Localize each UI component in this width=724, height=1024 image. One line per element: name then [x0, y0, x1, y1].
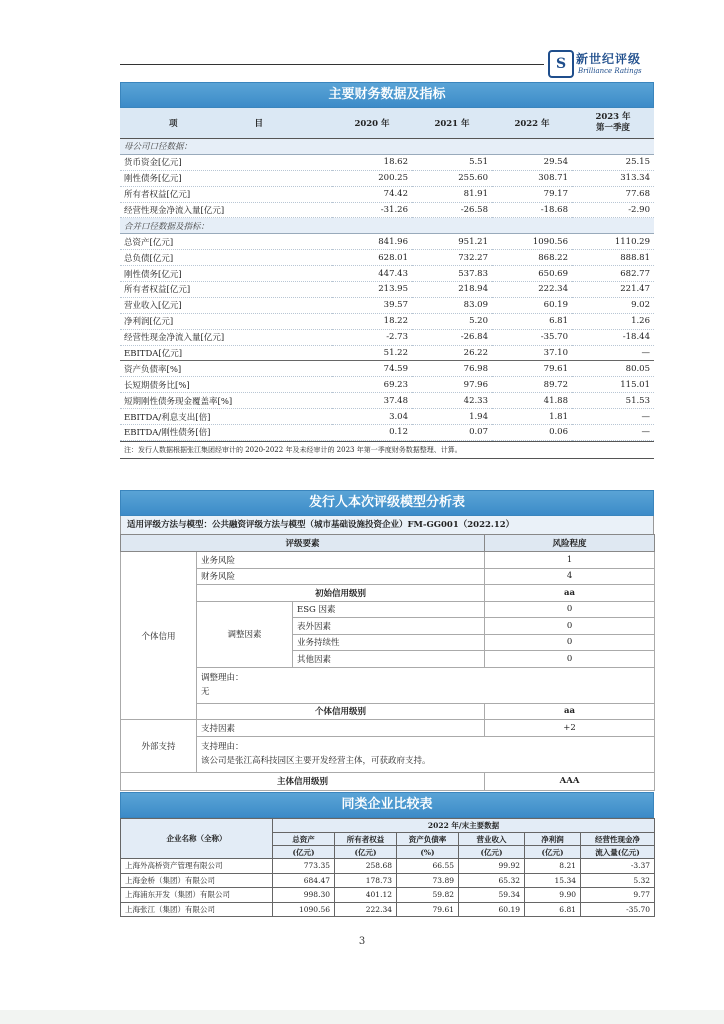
rating-row [121, 736, 655, 772]
rating-row [121, 772, 655, 790]
financial-cell: 951.21 [412, 234, 492, 250]
financial-cell: 69.23 [332, 377, 412, 393]
peer-cell: -3.37 [581, 859, 655, 874]
financial-cell: 37.48 [332, 393, 412, 409]
financial-cell: 80.05 [572, 361, 654, 377]
col-2021: 2021 年 [412, 108, 492, 139]
financial-row-label: 所有者权益[亿元] [120, 186, 332, 202]
support-factor-value: +2 [485, 720, 655, 737]
financial-cell: 5.51 [412, 154, 492, 170]
financial-cell: 682.77 [572, 266, 654, 282]
rating-row [121, 552, 655, 569]
individual-level-value: aa [485, 703, 655, 720]
peer-col-unit: (亿元) [273, 846, 335, 859]
col-item: 项 目 [120, 108, 332, 139]
peer-col-unit: (亿元) [525, 846, 581, 859]
rating-header-row [121, 535, 655, 552]
rating-row [121, 568, 655, 585]
col-2022: 2022 年 [492, 108, 572, 139]
peer-cell: 222.34 [335, 902, 397, 917]
peer-cell: 684.47 [273, 873, 335, 888]
financial-cell: -26.84 [412, 329, 492, 345]
financial-row-label: 营业收入[亿元] [120, 297, 332, 313]
financial-row-label: 货币资金[亿元] [120, 154, 332, 170]
support-factor-label: 支持因素 [197, 720, 485, 737]
financial-row [120, 154, 654, 170]
financial-row [120, 425, 654, 441]
financial-row [120, 282, 654, 298]
individual-credit-label: 个体信用 [121, 552, 197, 720]
peer-year-head: 2022 年/末主要数据 [273, 819, 655, 833]
peer-cell: 178.73 [335, 873, 397, 888]
peer-cell: 15.34 [525, 873, 581, 888]
peer-row [121, 902, 655, 917]
financial-cell: 6.81 [492, 313, 572, 329]
rating-factor-head: 评级要素 [121, 535, 485, 552]
main-level-label: 主体信用级别 [121, 772, 485, 790]
financial-cell: 221.47 [572, 282, 654, 298]
financial-row [120, 345, 654, 361]
rating-row [121, 720, 655, 737]
peer-cell: 9.90 [525, 888, 581, 903]
peer-col-unit: 流入量(亿元) [581, 846, 655, 859]
peer-table-body [121, 859, 655, 917]
financial-group-row [120, 218, 654, 234]
peer-comparison-title: 同类企业比较表 [120, 792, 654, 818]
financial-row-label: 经营性现金净流入量[亿元] [120, 202, 332, 218]
financial-cell: 200.25 [332, 170, 412, 186]
financial-row [120, 234, 654, 250]
financial-cell: 868.22 [492, 250, 572, 266]
financial-cell: 888.81 [572, 250, 654, 266]
financial-row [120, 313, 654, 329]
financial-cell: 1.81 [492, 409, 572, 425]
financial-cell: 42.33 [412, 393, 492, 409]
peer-cell: 401.12 [335, 888, 397, 903]
financial-cell: 77.68 [572, 186, 654, 202]
financial-risk-value: 4 [485, 568, 655, 585]
financial-cell: 41.88 [492, 393, 572, 409]
financial-data-table [120, 108, 654, 441]
col-2023q1: 2023 年 第一季度 [572, 108, 654, 139]
peer-cell: 99.92 [459, 859, 525, 874]
financial-cell: 18.62 [332, 154, 412, 170]
rating-row [121, 667, 655, 703]
financial-row-label: 刚性债务[亿元] [120, 266, 332, 282]
peer-cell: 5.32 [581, 873, 655, 888]
financial-risk-label: 财务风险 [197, 568, 485, 585]
financial-cell: 79.61 [492, 361, 572, 377]
financial-row [120, 297, 654, 313]
financial-row [120, 361, 654, 377]
external-support-label: 外部支持 [121, 720, 197, 773]
financial-cell: 0.12 [332, 425, 412, 441]
financial-row-label: EBITDA/刚性债务[倍] [120, 425, 332, 441]
financial-cell: 308.71 [492, 170, 572, 186]
financial-cell: 650.69 [492, 266, 572, 282]
support-reason-label: 支持理由： [201, 741, 244, 752]
financial-cell: 537.83 [412, 266, 492, 282]
financial-cell: 115.01 [572, 377, 654, 393]
support-reason-text: 该公司是张江高科技园区主要开发经营主体，可获政府支持。 [201, 755, 431, 766]
peer-col-head: 所有者权益 [335, 833, 397, 846]
peer-company-name: 上海张江（集团）有限公司 [121, 902, 273, 917]
business-risk-label: 业务风险 [197, 552, 485, 569]
financial-row-label: 净利润[亿元] [120, 313, 332, 329]
rating-model-title: 发行人本次评级模型分析表 [120, 490, 654, 516]
financial-cell: 1.94 [412, 409, 492, 425]
peer-cell: 60.19 [459, 902, 525, 917]
peer-col-unit: (亿元) [459, 846, 525, 859]
peer-row [121, 888, 655, 903]
financial-cell: 1110.29 [572, 234, 654, 250]
logo-chinese-name: 新世纪评级 [576, 52, 642, 66]
financial-header-row [120, 108, 654, 139]
initial-level-label: 初始信用级别 [197, 585, 485, 602]
financial-cell: 39.57 [332, 297, 412, 313]
financial-cell: 313.34 [572, 170, 654, 186]
adjust-reason [197, 667, 655, 703]
financial-row-label: 短期刚性债务现金覆盖率[%] [120, 393, 332, 409]
peer-company-name: 上海浦东开发（集团）有限公司 [121, 888, 273, 903]
financial-cell: 37.10 [492, 345, 572, 361]
adjust-factors-label: 调整因素 [197, 601, 293, 667]
financial-cell: 51.22 [332, 345, 412, 361]
peer-cell: 73.89 [397, 873, 459, 888]
financial-cell: 1.26 [572, 313, 654, 329]
peer-cell: 998.30 [273, 888, 335, 903]
footer-band [0, 1010, 724, 1024]
rating-row [121, 601, 655, 618]
financial-cell: 5.20 [412, 313, 492, 329]
financial-row [120, 393, 654, 409]
peer-col-head: 经营性现金净 [581, 833, 655, 846]
financial-cell: 51.53 [572, 393, 654, 409]
financial-row [120, 202, 654, 218]
financial-cell: 76.98 [412, 361, 492, 377]
financial-row-label: 经营性现金净流入量[亿元] [120, 329, 332, 345]
rating-level-head: 风险程度 [485, 535, 655, 552]
financial-cell: 0.07 [412, 425, 492, 441]
financial-row [120, 266, 654, 282]
individual-level-label: 个体信用级别 [197, 703, 485, 720]
company-logo [548, 50, 668, 82]
peer-row [121, 859, 655, 874]
financial-row [120, 250, 654, 266]
financial-cell: 97.96 [412, 377, 492, 393]
peer-col-head: 资产负债率 [397, 833, 459, 846]
peer-col-head: 总资产 [273, 833, 335, 846]
other-factors-label: 其他因素 [293, 651, 485, 668]
financial-cell: 81.91 [412, 186, 492, 202]
peer-cell: 9.77 [581, 888, 655, 903]
page-number: 3 [358, 936, 366, 947]
financial-cell: 74.59 [332, 361, 412, 377]
rating-row [121, 703, 655, 720]
peer-company-name: 上海外高桥资产管理有限公司 [121, 859, 273, 874]
financial-cell: 26.22 [412, 345, 492, 361]
financial-cell: 60.19 [492, 297, 572, 313]
business-risk-value: 1 [485, 552, 655, 569]
peer-row [121, 873, 655, 888]
off-balance-label: 表外因素 [293, 618, 485, 635]
peer-col-head: 净利润 [525, 833, 581, 846]
financial-row-label: 刚性债务[亿元] [120, 170, 332, 186]
esg-value: 0 [485, 601, 655, 618]
financial-cell: — [572, 409, 654, 425]
financial-cell: 1090.56 [492, 234, 572, 250]
peer-cell: 66.55 [397, 859, 459, 874]
peer-company-name: 上海金桥（集团）有限公司 [121, 873, 273, 888]
financial-cell: -26.58 [412, 202, 492, 218]
other-factors-value: 0 [485, 651, 655, 668]
financial-table-body [120, 139, 654, 441]
rating-model-section [120, 490, 654, 791]
esg-label: ESG 因素 [293, 601, 485, 618]
financial-row-label: EBITDA[亿元] [120, 345, 332, 361]
peer-cell: -35.70 [581, 902, 655, 917]
financial-cell: 74.42 [332, 186, 412, 202]
peer-cell: 6.81 [525, 902, 581, 917]
financial-cell: -31.26 [332, 202, 412, 218]
financial-cell: 0.06 [492, 425, 572, 441]
financial-cell: 222.34 [492, 282, 572, 298]
financial-group-label: 母公司口径数据： [120, 139, 654, 155]
financial-cell: 25.15 [572, 154, 654, 170]
financial-group-label: 合并口径数据及指标： [120, 218, 654, 234]
logo-english-name: Brilliance Ratings [578, 67, 642, 75]
financial-row-label: 总资产[亿元] [120, 234, 332, 250]
peer-cell: 65.32 [459, 873, 525, 888]
rating-method: 适用评级方法与模型：公共融资评级方法与模型（城市基础设施投资企业）FM-GG001（2022.12） [120, 516, 654, 534]
financial-cell: -18.44 [572, 329, 654, 345]
financial-cell: 3.04 [332, 409, 412, 425]
logo-mark: S [548, 50, 574, 78]
peer-comparison-table [120, 818, 655, 917]
peer-cell: 59.82 [397, 888, 459, 903]
initial-level-value: aa [485, 585, 655, 602]
financial-cell: -2.73 [332, 329, 412, 345]
peer-header-row [121, 819, 655, 833]
financial-cell: 89.72 [492, 377, 572, 393]
financial-cell: 79.17 [492, 186, 572, 202]
financial-row [120, 170, 654, 186]
financial-row-label: 总负债[亿元] [120, 250, 332, 266]
peer-comparison-section [120, 792, 654, 917]
financial-cell: 732.27 [412, 250, 492, 266]
peer-col-head: 营业收入 [459, 833, 525, 846]
off-balance-value: 0 [485, 618, 655, 635]
financial-data-title: 主要财务数据及指标 [120, 82, 654, 108]
financial-cell: 213.95 [332, 282, 412, 298]
financial-group-row [120, 139, 654, 155]
peer-cell: 79.61 [397, 902, 459, 917]
peer-col-unit: (%) [397, 846, 459, 859]
financial-cell: 841.96 [332, 234, 412, 250]
financial-row-label: 资产负债率[%] [120, 361, 332, 377]
support-reason [197, 736, 655, 772]
financial-row [120, 377, 654, 393]
adjust-reason-label: 调整理由： [201, 672, 244, 683]
business-continuity-label: 业务持续性 [293, 634, 485, 651]
financial-cell: 83.09 [412, 297, 492, 313]
financial-row [120, 186, 654, 202]
peer-name-head: 企业名称（全称） [121, 819, 273, 859]
financial-row [120, 329, 654, 345]
financial-cell: 218.94 [412, 282, 492, 298]
financial-cell: 255.60 [412, 170, 492, 186]
main-level-value: AAA [485, 772, 655, 790]
financial-row [120, 409, 654, 425]
financial-cell: 628.01 [332, 250, 412, 266]
rating-row [121, 585, 655, 602]
financial-cell: -18.68 [492, 202, 572, 218]
col-2020: 2020 年 [332, 108, 412, 139]
financial-data-section [120, 82, 654, 459]
peer-cell: 258.68 [335, 859, 397, 874]
financial-row-label: EBITDA/利息支出[倍] [120, 409, 332, 425]
financial-cell: 29.54 [492, 154, 572, 170]
financial-row-label: 长短期债务比[%] [120, 377, 332, 393]
financial-cell: 447.43 [332, 266, 412, 282]
peer-cell: 773.35 [273, 859, 335, 874]
peer-cell: 1090.56 [273, 902, 335, 917]
financial-cell: -35.70 [492, 329, 572, 345]
adjust-reason-text: 无 [201, 686, 210, 697]
header-rule [120, 64, 544, 65]
financial-row-label: 所有者权益[亿元] [120, 282, 332, 298]
financial-cell: -2.90 [572, 202, 654, 218]
peer-cell: 59.34 [459, 888, 525, 903]
financial-cell: — [572, 425, 654, 441]
financial-note: 注：发行人数据根据张江集团经审计的 2020-2022 年及未经审计的 2023 年第一季度财务数据整理、计算。 [120, 441, 654, 459]
rating-model-table [120, 534, 655, 791]
financial-cell: 9.02 [572, 297, 654, 313]
financial-cell: — [572, 345, 654, 361]
peer-cell: 8.21 [525, 859, 581, 874]
financial-cell: 18.22 [332, 313, 412, 329]
peer-col-unit: (亿元) [335, 846, 397, 859]
business-continuity-value: 0 [485, 634, 655, 651]
